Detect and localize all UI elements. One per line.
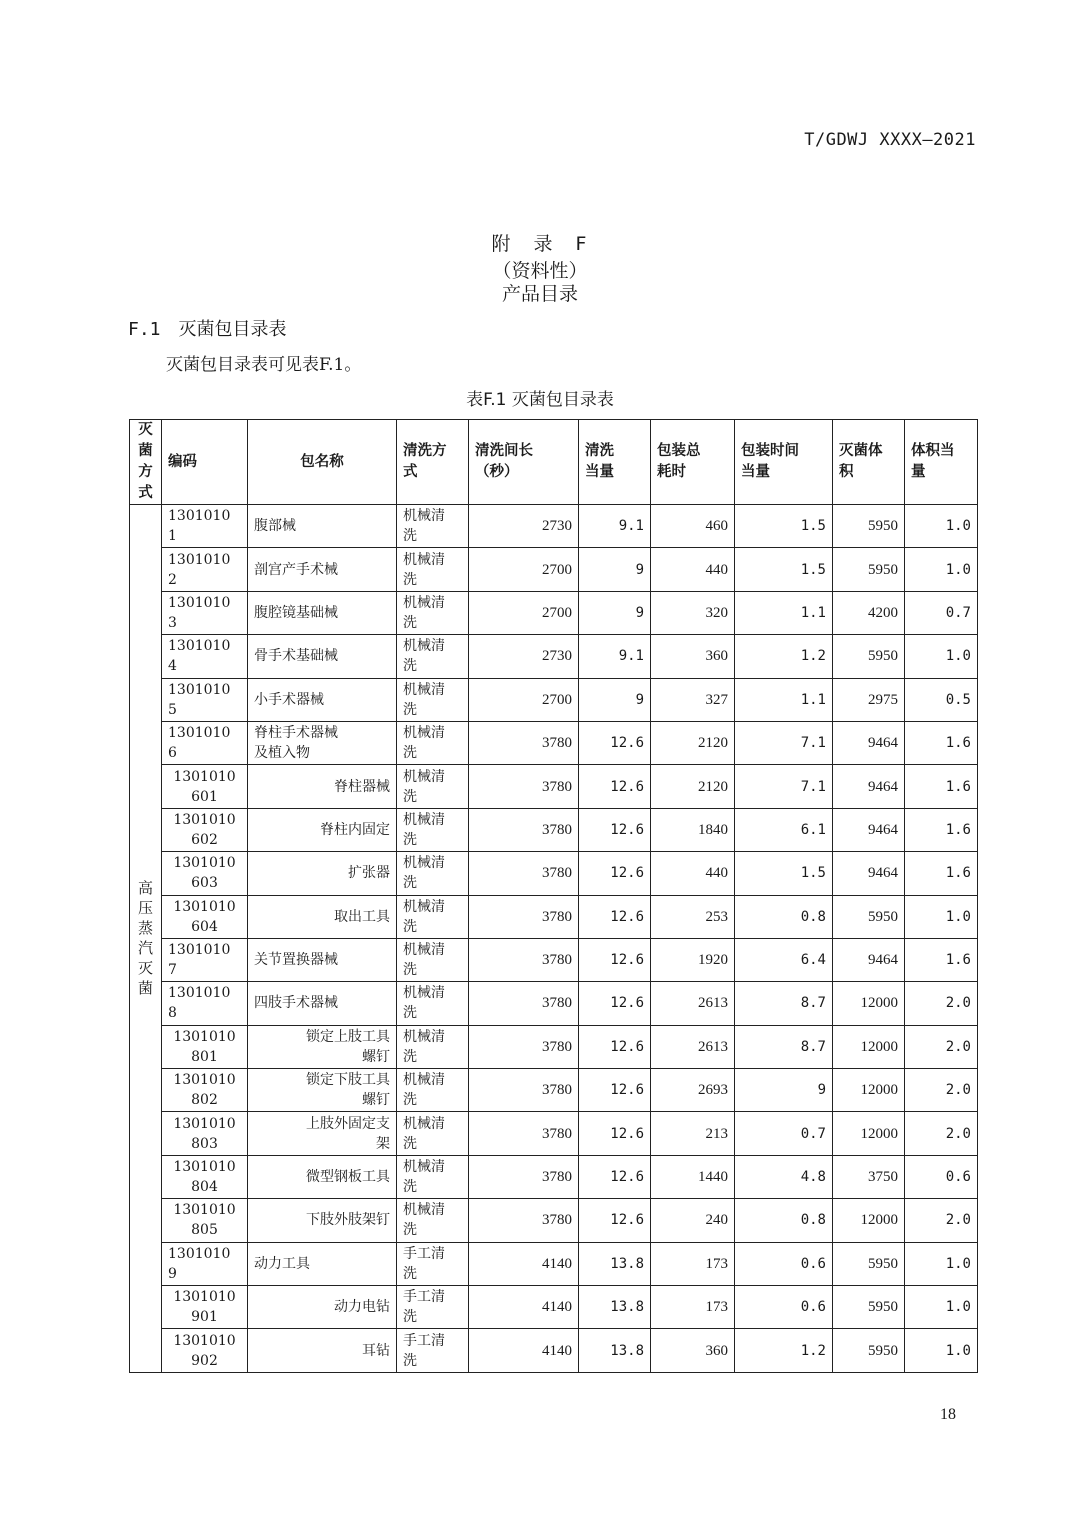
header-code: 编码: [162, 420, 248, 505]
volume-equiv-cell: 2.0: [905, 1112, 978, 1155]
package-name-cell: 取出工具: [248, 895, 397, 938]
wash-time-cell: 3780: [469, 765, 579, 808]
table-header-row: [130, 420, 978, 505]
volume-cell: 12000: [833, 1199, 905, 1242]
volume-cell: 9464: [833, 808, 905, 851]
package-name-cell: 四肢手术器械: [248, 982, 397, 1025]
package-name-cell: 骨手术基础械: [248, 635, 397, 678]
volume-cell: 12000: [833, 1112, 905, 1155]
package-name-cell: 小手术器械: [248, 678, 397, 721]
code-cell: 1301010 4: [162, 635, 248, 678]
table-row: [130, 982, 978, 1025]
pack-time-cell: 1440: [651, 1155, 735, 1198]
table-row: [130, 1286, 978, 1329]
pack-equiv-cell: 0.8: [735, 1199, 833, 1242]
table-caption: 表F.1 灭菌包目录表: [466, 390, 614, 410]
section-number: F.1: [128, 319, 161, 340]
package-name-cell: 扩张器: [248, 852, 397, 895]
table-row: [130, 1329, 978, 1372]
wash-time-cell: 3780: [469, 721, 579, 764]
wash-equiv-cell: 12.6: [579, 1112, 651, 1155]
code-cell: 1301010 604: [162, 895, 248, 938]
wash-mode-cell: 机械清 洗: [397, 1025, 469, 1068]
volume-cell: 12000: [833, 1069, 905, 1112]
wash-equiv-cell: 12.6: [579, 721, 651, 764]
table-row: [130, 721, 978, 764]
code-cell: 1301010 8: [162, 982, 248, 1025]
volume-cell: 5950: [833, 635, 905, 678]
code-cell: 1301010 902: [162, 1329, 248, 1372]
wash-time-cell: 2730: [469, 635, 579, 678]
volume-cell: 5950: [833, 1286, 905, 1329]
pack-time-cell: 2120: [651, 765, 735, 808]
wash-equiv-cell: 13.8: [579, 1329, 651, 1372]
pack-time-cell: 2693: [651, 1069, 735, 1112]
package-name-cell: 动力电钻: [248, 1286, 397, 1329]
package-name-cell: 动力工具: [248, 1242, 397, 1285]
pack-time-cell: 213: [651, 1112, 735, 1155]
pack-equiv-cell: 9: [735, 1069, 833, 1112]
wash-time-cell: 2700: [469, 548, 579, 591]
wash-time-cell: 3780: [469, 1155, 579, 1198]
pack-time-cell: 1840: [651, 808, 735, 851]
wash-time-cell: 2700: [469, 678, 579, 721]
pack-equiv-cell: 0.6: [735, 1242, 833, 1285]
table-row: [130, 938, 978, 981]
wash-time-cell: 3780: [469, 808, 579, 851]
wash-equiv-cell: 13.8: [579, 1242, 651, 1285]
wash-equiv-cell: 12.6: [579, 1199, 651, 1242]
wash-time-cell: 4140: [469, 1286, 579, 1329]
table-row: [130, 591, 978, 634]
header-wash-equiv: 清洗 当量: [579, 420, 651, 505]
table-row: [130, 1025, 978, 1068]
table-row: [130, 1242, 978, 1285]
code-cell: 1301010 2: [162, 548, 248, 591]
wash-time-cell: 3780: [469, 895, 579, 938]
table-row: [130, 505, 978, 548]
volume-equiv-cell: 1.0: [905, 548, 978, 591]
pack-equiv-cell: 1.1: [735, 678, 833, 721]
volume-cell: 3750: [833, 1155, 905, 1198]
wash-mode-cell: 机械清 洗: [397, 938, 469, 981]
wash-equiv-cell: 12.6: [579, 808, 651, 851]
wash-mode-cell: 手工清 洗: [397, 1329, 469, 1372]
table-row: [130, 1112, 978, 1155]
table-row: [130, 1069, 978, 1112]
wash-mode-cell: 机械清 洗: [397, 721, 469, 764]
header-pack-time: 包装总 耗时: [651, 420, 735, 505]
table-row: [130, 1155, 978, 1198]
volume-equiv-cell: 1.6: [905, 852, 978, 895]
pack-time-cell: 327: [651, 678, 735, 721]
volume-equiv-cell: 0.6: [905, 1155, 978, 1198]
wash-equiv-cell: 12.6: [579, 982, 651, 1025]
volume-equiv-cell: 0.5: [905, 678, 978, 721]
volume-cell: 5950: [833, 1242, 905, 1285]
volume-cell: 2975: [833, 678, 905, 721]
volume-cell: 4200: [833, 591, 905, 634]
wash-equiv-cell: 12.6: [579, 938, 651, 981]
code-cell: 1301010 3: [162, 591, 248, 634]
code-cell: 1301010 6: [162, 721, 248, 764]
package-name-cell: 微型钢板工具: [248, 1155, 397, 1198]
pack-time-cell: 360: [651, 635, 735, 678]
wash-mode-cell: 机械清 洗: [397, 808, 469, 851]
wash-equiv-cell: 9: [579, 591, 651, 634]
pack-equiv-cell: 8.7: [735, 982, 833, 1025]
table-row: [130, 1199, 978, 1242]
sterilization-method-cell: 高 压 蒸 汽 灭 菌: [130, 505, 162, 1373]
wash-mode-cell: 机械清 洗: [397, 635, 469, 678]
pack-time-cell: 2120: [651, 721, 735, 764]
wash-equiv-cell: 12.6: [579, 1069, 651, 1112]
code-cell: 1301010 1: [162, 505, 248, 548]
volume-cell: 12000: [833, 982, 905, 1025]
appendix-title: 附 录 F: [491, 233, 589, 255]
wash-mode-cell: 机械清 洗: [397, 895, 469, 938]
pack-equiv-cell: 0.7: [735, 1112, 833, 1155]
page-number: 18: [940, 1406, 956, 1423]
pack-equiv-cell: 0.6: [735, 1286, 833, 1329]
code-cell: 1301010 801: [162, 1025, 248, 1068]
intro-paragraph: 灭菌包目录表可见表F.1。: [166, 355, 362, 375]
wash-mode-cell: 机械清 洗: [397, 1069, 469, 1112]
package-name-cell: 剖宫产手术械: [248, 548, 397, 591]
volume-cell: 5950: [833, 1329, 905, 1372]
code-cell: 1301010 601: [162, 765, 248, 808]
wash-equiv-cell: 13.8: [579, 1286, 651, 1329]
volume-equiv-cell: 1.6: [905, 808, 978, 851]
volume-equiv-cell: 0.7: [905, 591, 978, 634]
volume-equiv-cell: 1.0: [905, 1329, 978, 1372]
wash-equiv-cell: 9.1: [579, 505, 651, 548]
package-name-cell: 下肢外肢架钉: [248, 1199, 397, 1242]
section-heading: [128, 315, 287, 341]
volume-cell: 5950: [833, 548, 905, 591]
volume-cell: 5950: [833, 895, 905, 938]
wash-mode-cell: 机械清 洗: [397, 1155, 469, 1198]
pack-time-cell: 440: [651, 852, 735, 895]
pack-time-cell: 240: [651, 1199, 735, 1242]
package-name-cell: 上肢外固定支 架: [248, 1112, 397, 1155]
header-pack-equiv: 包装时间 当量: [735, 420, 833, 505]
code-cell: 1301010 5: [162, 678, 248, 721]
table-row: [130, 765, 978, 808]
pack-equiv-cell: 6.1: [735, 808, 833, 851]
wash-time-cell: 3780: [469, 1025, 579, 1068]
pack-time-cell: 1920: [651, 938, 735, 981]
pack-equiv-cell: 1.2: [735, 1329, 833, 1372]
header-name: 包名称: [248, 420, 397, 505]
header-wash-time: 清洗间长 （秒）: [469, 420, 579, 505]
wash-mode-cell: 机械清 洗: [397, 548, 469, 591]
wash-mode-cell: 机械清 洗: [397, 591, 469, 634]
pack-equiv-cell: 8.7: [735, 1025, 833, 1068]
volume-equiv-cell: 1.6: [905, 721, 978, 764]
package-name-cell: 脊柱手术器械 及植入物: [248, 721, 397, 764]
code-cell: 1301010 803: [162, 1112, 248, 1155]
volume-cell: 9464: [833, 721, 905, 764]
pack-time-cell: 320: [651, 591, 735, 634]
volume-equiv-cell: 2.0: [905, 1069, 978, 1112]
pack-time-cell: 2613: [651, 982, 735, 1025]
pack-equiv-cell: 7.1: [735, 721, 833, 764]
package-name-cell: 耳钻: [248, 1329, 397, 1372]
wash-time-cell: 2730: [469, 505, 579, 548]
volume-equiv-cell: 1.6: [905, 765, 978, 808]
pack-equiv-cell: 1.5: [735, 548, 833, 591]
volume-equiv-cell: 1.6: [905, 938, 978, 981]
code-cell: 1301010 804: [162, 1155, 248, 1198]
header-method-text: 灭 菌 方 式: [138, 422, 153, 501]
code-cell: 1301010 9: [162, 1242, 248, 1285]
table-row: [130, 895, 978, 938]
pack-time-cell: 360: [651, 1329, 735, 1372]
header-method: [130, 420, 162, 505]
wash-time-cell: 3780: [469, 1112, 579, 1155]
pack-equiv-cell: 1.5: [735, 505, 833, 548]
package-name-cell: 腹腔镜基础械: [248, 591, 397, 634]
wash-time-cell: 3780: [469, 852, 579, 895]
package-name-cell: 腹部械: [248, 505, 397, 548]
wash-time-cell: 3780: [469, 1199, 579, 1242]
wash-time-cell: 3780: [469, 982, 579, 1025]
wash-mode-cell: 机械清 洗: [397, 505, 469, 548]
pack-equiv-cell: 1.2: [735, 635, 833, 678]
table-row: [130, 808, 978, 851]
header-volume-equiv: 体积当 量: [905, 420, 978, 505]
pack-equiv-cell: 1.1: [735, 591, 833, 634]
wash-time-cell: 3780: [469, 1069, 579, 1112]
table-row: [130, 678, 978, 721]
wash-time-cell: 3780: [469, 938, 579, 981]
wash-time-cell: 4140: [469, 1329, 579, 1372]
wash-equiv-cell: 9.1: [579, 635, 651, 678]
package-name-cell: 脊柱器械: [248, 765, 397, 808]
volume-cell: 9464: [833, 938, 905, 981]
table-row: [130, 852, 978, 895]
pack-time-cell: 460: [651, 505, 735, 548]
appendix-subtitle: 产品目录: [501, 283, 578, 305]
code-cell: 1301010 805: [162, 1199, 248, 1242]
volume-equiv-cell: 1.0: [905, 635, 978, 678]
wash-equiv-cell: 9: [579, 548, 651, 591]
volume-equiv-cell: 1.0: [905, 895, 978, 938]
package-name-cell: 锁定上肢工具 螺钉: [248, 1025, 397, 1068]
standard-id: T/GDWJ XXXX—2021: [804, 130, 976, 150]
pack-equiv-cell: 1.5: [735, 852, 833, 895]
code-cell: 1301010 7: [162, 938, 248, 981]
volume-equiv-cell: 1.0: [905, 1242, 978, 1285]
volume-equiv-cell: 1.0: [905, 1286, 978, 1329]
pack-time-cell: 2613: [651, 1025, 735, 1068]
wash-equiv-cell: 12.6: [579, 765, 651, 808]
package-name-cell: 关节置换器械: [248, 938, 397, 981]
pack-equiv-cell: 0.8: [735, 895, 833, 938]
volume-cell: 5950: [833, 505, 905, 548]
wash-mode-cell: 机械清 洗: [397, 852, 469, 895]
package-name-cell: 脊柱内固定: [248, 808, 397, 851]
volume-cell: 9464: [833, 765, 905, 808]
wash-equiv-cell: 9: [579, 678, 651, 721]
table-row: [130, 548, 978, 591]
wash-mode-cell: 机械清 洗: [397, 1112, 469, 1155]
wash-time-cell: 4140: [469, 1242, 579, 1285]
volume-cell: 12000: [833, 1025, 905, 1068]
header-wash-mode: 清洗方 式: [397, 420, 469, 505]
volume-equiv-cell: 1.0: [905, 505, 978, 548]
volume-equiv-cell: 2.0: [905, 1199, 978, 1242]
appendix-nature: （资料性）: [492, 260, 588, 282]
code-cell: 1301010 603: [162, 852, 248, 895]
wash-equiv-cell: 12.6: [579, 895, 651, 938]
wash-equiv-cell: 12.6: [579, 1025, 651, 1068]
wash-equiv-cell: 12.6: [579, 852, 651, 895]
wash-mode-cell: 机械清 洗: [397, 678, 469, 721]
wash-mode-cell: 手工清 洗: [397, 1242, 469, 1285]
code-cell: 1301010 802: [162, 1069, 248, 1112]
pack-equiv-cell: 6.4: [735, 938, 833, 981]
volume-cell: 9464: [833, 852, 905, 895]
package-name-cell: 锁定下肢工具 螺钉: [248, 1069, 397, 1112]
pack-time-cell: 173: [651, 1286, 735, 1329]
wash-equiv-cell: 12.6: [579, 1155, 651, 1198]
volume-equiv-cell: 2.0: [905, 982, 978, 1025]
pack-equiv-cell: 7.1: [735, 765, 833, 808]
pack-time-cell: 440: [651, 548, 735, 591]
code-cell: 1301010 602: [162, 808, 248, 851]
pack-time-cell: 173: [651, 1242, 735, 1285]
header-volume: 灭菌体 积: [833, 420, 905, 505]
wash-mode-cell: 机械清 洗: [397, 1199, 469, 1242]
wash-mode-cell: 手工清 洗: [397, 1286, 469, 1329]
volume-equiv-cell: 2.0: [905, 1025, 978, 1068]
wash-mode-cell: 机械清 洗: [397, 765, 469, 808]
table-row: [130, 635, 978, 678]
pack-time-cell: 253: [651, 895, 735, 938]
section-title: 灭菌包目录表: [178, 319, 287, 340]
pack-equiv-cell: 4.8: [735, 1155, 833, 1198]
catalog-table: [129, 419, 978, 1373]
wash-mode-cell: 机械清 洗: [397, 982, 469, 1025]
wash-time-cell: 2700: [469, 591, 579, 634]
code-cell: 1301010 901: [162, 1286, 248, 1329]
